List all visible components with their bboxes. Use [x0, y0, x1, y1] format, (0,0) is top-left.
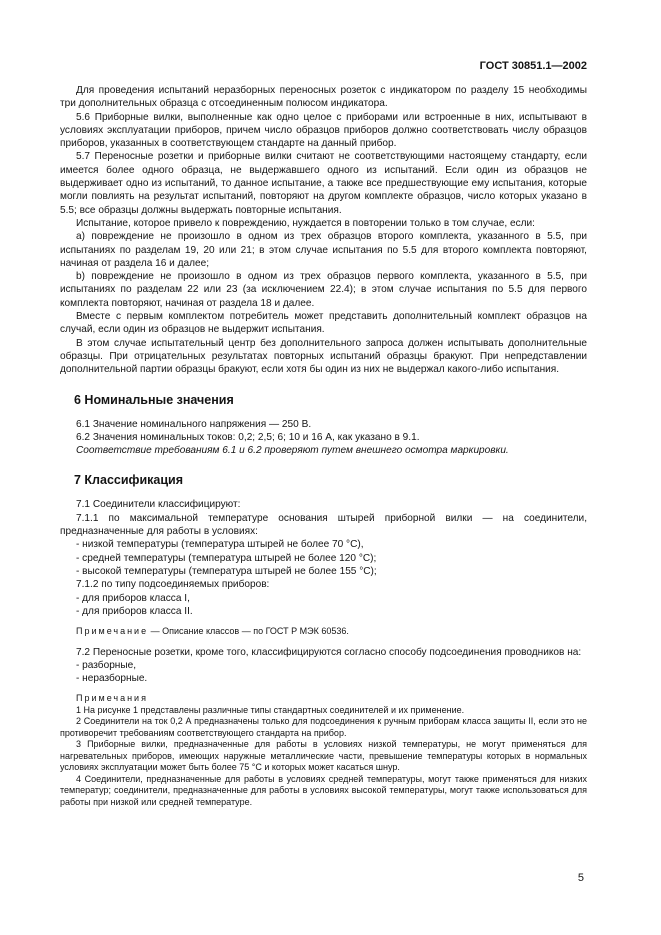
- list-item: - неразборные.: [76, 673, 148, 685]
- note-text: — Описание классов — по ГОСТ Р МЭК 60536.: [148, 626, 349, 637]
- paragraph: Вместе с первым комплектом потребитель может представить дополнительный комплект образцов на случай, если один из образцов не выдержит испытания.: [60, 311, 587, 336]
- paragraph: Для проведения испытаний неразборных переносных розеток с индикатором по разделу 15 необходимы три дополнительных образца с отсоединенным полюсом индикатора.: [60, 85, 587, 110]
- temperature-list: [60, 538, 587, 578]
- paragraph: В этом случае испытательный центр без дополнительного запроса должен испытывать дополнительные образцы. При отрицательных результатах повторных испытаний образцы бракуют. При непредставлении дополнительной партии образцы бракуют, если хотя бы один из них не выдержал какого-либо испытания.: [60, 337, 587, 376]
- list-item: - низкой температуры (температура штырей не более 70 °С),: [76, 539, 364, 551]
- paragraph: Испытание, которое привело к повреждению, нуждается в повторении только в том случае, если:: [76, 217, 535, 229]
- note-label: Примечание: [76, 626, 149, 637]
- section-7-heading: 7 Классификация: [74, 473, 184, 488]
- note-item: 1 На рисунке 1 представлены различные типы стандартных соединителей и их применение.: [76, 704, 465, 715]
- class-list: [60, 592, 587, 619]
- paragraph-italic: Соответствие требованиям 6.1 и 6.2 проверяют путем внешнего осмотра маркировки.: [76, 445, 509, 457]
- page-number: 5: [577, 872, 584, 884]
- paragraph: b) повреждение не произошло в одном из трех образцов первого комплекта, указанного в 5.5, при испытаниях по разделам 22 или 23 (за исключением 22.4); в этом случае испытания по 5.5 для первого комплекта повторяют, начиная от раздела 18 и далее.: [60, 271, 587, 309]
- paragraph: 6.1 Значение номинального напряжения — 250 В.: [76, 418, 312, 430]
- note: [60, 626, 587, 638]
- note-item: 3 Приборные вилки, предназначенные для работы в условиях низкой температуры, не могут применяться для нагревательных приборов, имеющих наружные металлические части, превышение температуры которых в нормальных условиях эксплуатации может быть более 75 °С и которых может касаться шнур.: [60, 739, 587, 773]
- note-item: 2 Соединители на ток 0,2 А предназначены только для подсоединения к ручным приборам класса защиты II, если это не противоречит требованиям соответствующего стандарта на прибор.: [60, 716, 587, 738]
- list-item: - средней температуры (температура штырей не более 120 °С);: [76, 552, 377, 564]
- list-item: - разборные,: [76, 659, 137, 671]
- document-code: ГОСТ 30851.1—2002: [479, 60, 587, 72]
- paragraph: 6.2 Значения номинальных токов: 0,2; 2,5; 6; 10 и 16 А, как указано в 9.1.: [76, 431, 420, 443]
- paragraph: a) повреждение не произошло в одном из трех образцов второго комплекта, указанного в 5.5, при испытаниях по разделам 19, 20 или 21; в этом случае испытания по 5.5 для второго комплекта повторяют, начиная от раздела 16 и далее;: [60, 231, 587, 269]
- paragraph: 5.6 Приборные вилки, выполненные как одно целое с приборами или встроенные в них, испытывают в условиях эксплуатации приборов, причем число образцов приборов должно соответствовать числу образцов приборов, указанных в соответствующем стандарте на данный прибор.: [60, 111, 587, 150]
- paragraph: 7.1.1 по максимальной температуре основания штырей приборной вилки — на соединители, предназначенные для работы в условиях:: [60, 512, 587, 538]
- notes-label: Примечания: [76, 693, 148, 704]
- list-item: - высокой температуры (температура штырей не более 155 °С);: [76, 565, 377, 577]
- connection-list: [60, 659, 587, 686]
- paragraph: 7.1.2 по типу подсоединяемых приборов:: [76, 579, 270, 591]
- paragraph: 5.7 Переносные розетки и приборные вилки считают не соответствующими настоящему стандарту, если имеется более одного образца, не выдержавшего одного из испытаний. Если один из образцов не выдерживает одно из испытаний, то данное испытание, а также все предшествующие ему испытания, которые могли повлиять на результат испытаний, повторяют на другом комплекте образцов, число которых указано в 5.5; все образцы должны выдержать повторные испытания.: [60, 151, 587, 216]
- section-6-heading: 6 Номинальные значения: [74, 392, 234, 407]
- list-item: - для приборов класса I,: [76, 592, 190, 604]
- paragraph: 7.2 Переносные розетки, кроме того, классифицируются согласно способу подсоединения проводников на:: [76, 646, 582, 658]
- list-item: - для приборов класса II.: [76, 605, 193, 617]
- note-item: 4 Соединители, предназначенные для работы в условиях средней температуры, могут также применяться для низких температур; соединители, предназначенные для работы в условиях высокой температуры, могут также использоваться для работы при низкой или средней температуре.: [60, 773, 587, 807]
- page-content: [60, 84, 587, 808]
- paragraph: 7.1 Соединители классифицируют:: [76, 499, 241, 511]
